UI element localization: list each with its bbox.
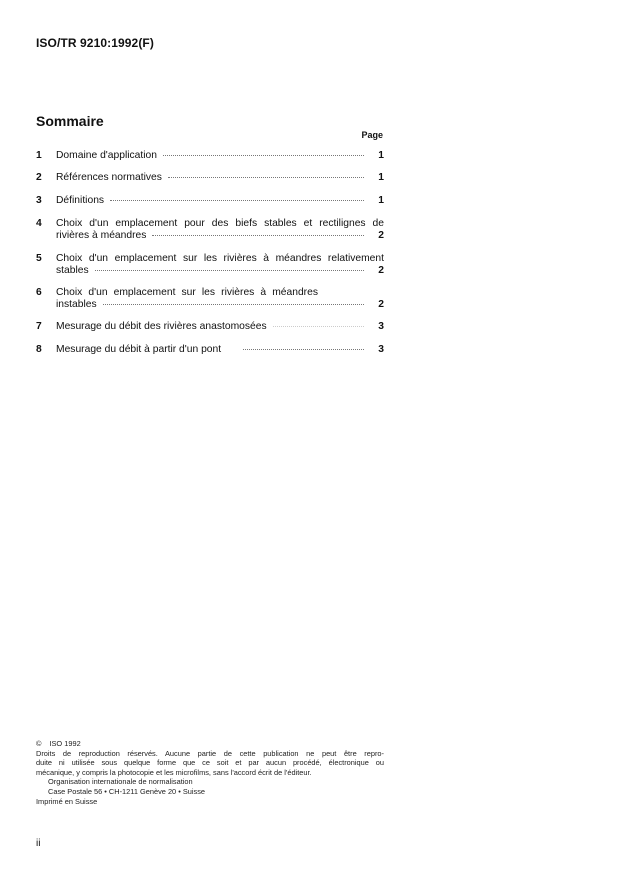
toc-entry-number: 5 bbox=[36, 253, 42, 264]
toc-entry-number: 2 bbox=[36, 172, 42, 183]
toc-entry-page: 3 bbox=[378, 344, 384, 355]
dot-leader bbox=[273, 325, 364, 327]
rights-line: Droits de reproduction réservés. Aucune partie de cette publication ne peut être repro- bbox=[36, 748, 384, 758]
page-folio: ii bbox=[36, 838, 41, 849]
toc-entry-title-line-1: Choix d'un emplacement sur les rivières à méandres bbox=[56, 287, 318, 298]
toc-entry-title-line-1: Choix d'un emplacement pour des biefs stables et rectilignes de bbox=[56, 218, 384, 229]
organization-name: Organisation internationale de normalisation bbox=[48, 777, 193, 787]
toc-entry-page: 1 bbox=[378, 150, 384, 161]
toc-entry[interactable] bbox=[36, 195, 384, 207]
toc-entry-title-line-2: rivières à méandres bbox=[56, 230, 147, 241]
rights-line: mécanique, y compris la photocopie et les microfilms, sans l'accord écrit de l'éditeur. bbox=[36, 767, 312, 777]
toc-entry-title: Références normatives bbox=[56, 172, 162, 183]
dot-leader bbox=[163, 154, 364, 156]
toc-entry[interactable] bbox=[36, 253, 384, 277]
contents-title: Sommaire bbox=[36, 113, 104, 129]
dot-leader bbox=[103, 303, 364, 305]
toc-entry[interactable] bbox=[36, 218, 384, 242]
dot-leader bbox=[243, 348, 364, 350]
toc-entry-number: 4 bbox=[36, 218, 42, 229]
toc-entry-number: 7 bbox=[36, 321, 42, 332]
toc-entry-number: 6 bbox=[36, 287, 42, 298]
copyright-notice bbox=[36, 739, 384, 749]
toc-entry-page: 1 bbox=[378, 195, 384, 206]
organization-address: Case Postale 56 • CH-1211 Genève 20 • Suisse bbox=[48, 786, 206, 796]
toc-entry[interactable] bbox=[36, 150, 384, 162]
toc-entry-number: 8 bbox=[36, 344, 42, 355]
rights-line: duite ni utilisée sous quelque forme que ce soit et par aucun procédé, électronique ou bbox=[36, 758, 384, 768]
toc-entry-page: 2 bbox=[378, 265, 384, 276]
toc-entry-page: 3 bbox=[378, 321, 384, 332]
document-header: ISO/TR 9210:1992(F) bbox=[36, 36, 154, 50]
copyright-holder: ISO 1992 bbox=[49, 739, 81, 748]
toc-entry[interactable] bbox=[36, 172, 384, 184]
page-column-label: Page bbox=[361, 130, 383, 140]
dot-leader bbox=[110, 199, 364, 201]
toc-entry-title-line-1: Choix d'un emplacement sur les rivières à méandres relativement bbox=[56, 253, 384, 264]
toc-entry-title: Définitions bbox=[56, 195, 105, 206]
printed-in: Imprimé en Suisse bbox=[36, 796, 98, 806]
toc-entry[interactable] bbox=[36, 321, 384, 333]
toc-entry[interactable] bbox=[36, 344, 384, 356]
toc-entry-number: 3 bbox=[36, 195, 42, 206]
toc-entry-number: 1 bbox=[36, 150, 42, 161]
toc-entry[interactable] bbox=[36, 287, 384, 311]
copyright-symbol: © bbox=[36, 739, 42, 748]
dot-leader bbox=[152, 234, 364, 236]
toc-entry-title: Domaine d'application bbox=[56, 150, 157, 161]
toc-entry-page: 2 bbox=[378, 230, 384, 241]
toc-entry-title: Mesurage du débit à partir d'un pont bbox=[56, 344, 222, 355]
dot-leader bbox=[168, 176, 364, 178]
toc-entry-title-line-2: instables bbox=[56, 299, 97, 310]
copyright-block bbox=[36, 739, 384, 806]
toc-entry-page: 1 bbox=[378, 172, 384, 183]
dot-leader bbox=[95, 269, 364, 271]
toc-entry-title: Mesurage du débit des rivières anastomosées bbox=[56, 321, 267, 332]
toc-entry-title-line-2: stables bbox=[56, 265, 89, 276]
toc-entry-page: 2 bbox=[378, 299, 384, 310]
